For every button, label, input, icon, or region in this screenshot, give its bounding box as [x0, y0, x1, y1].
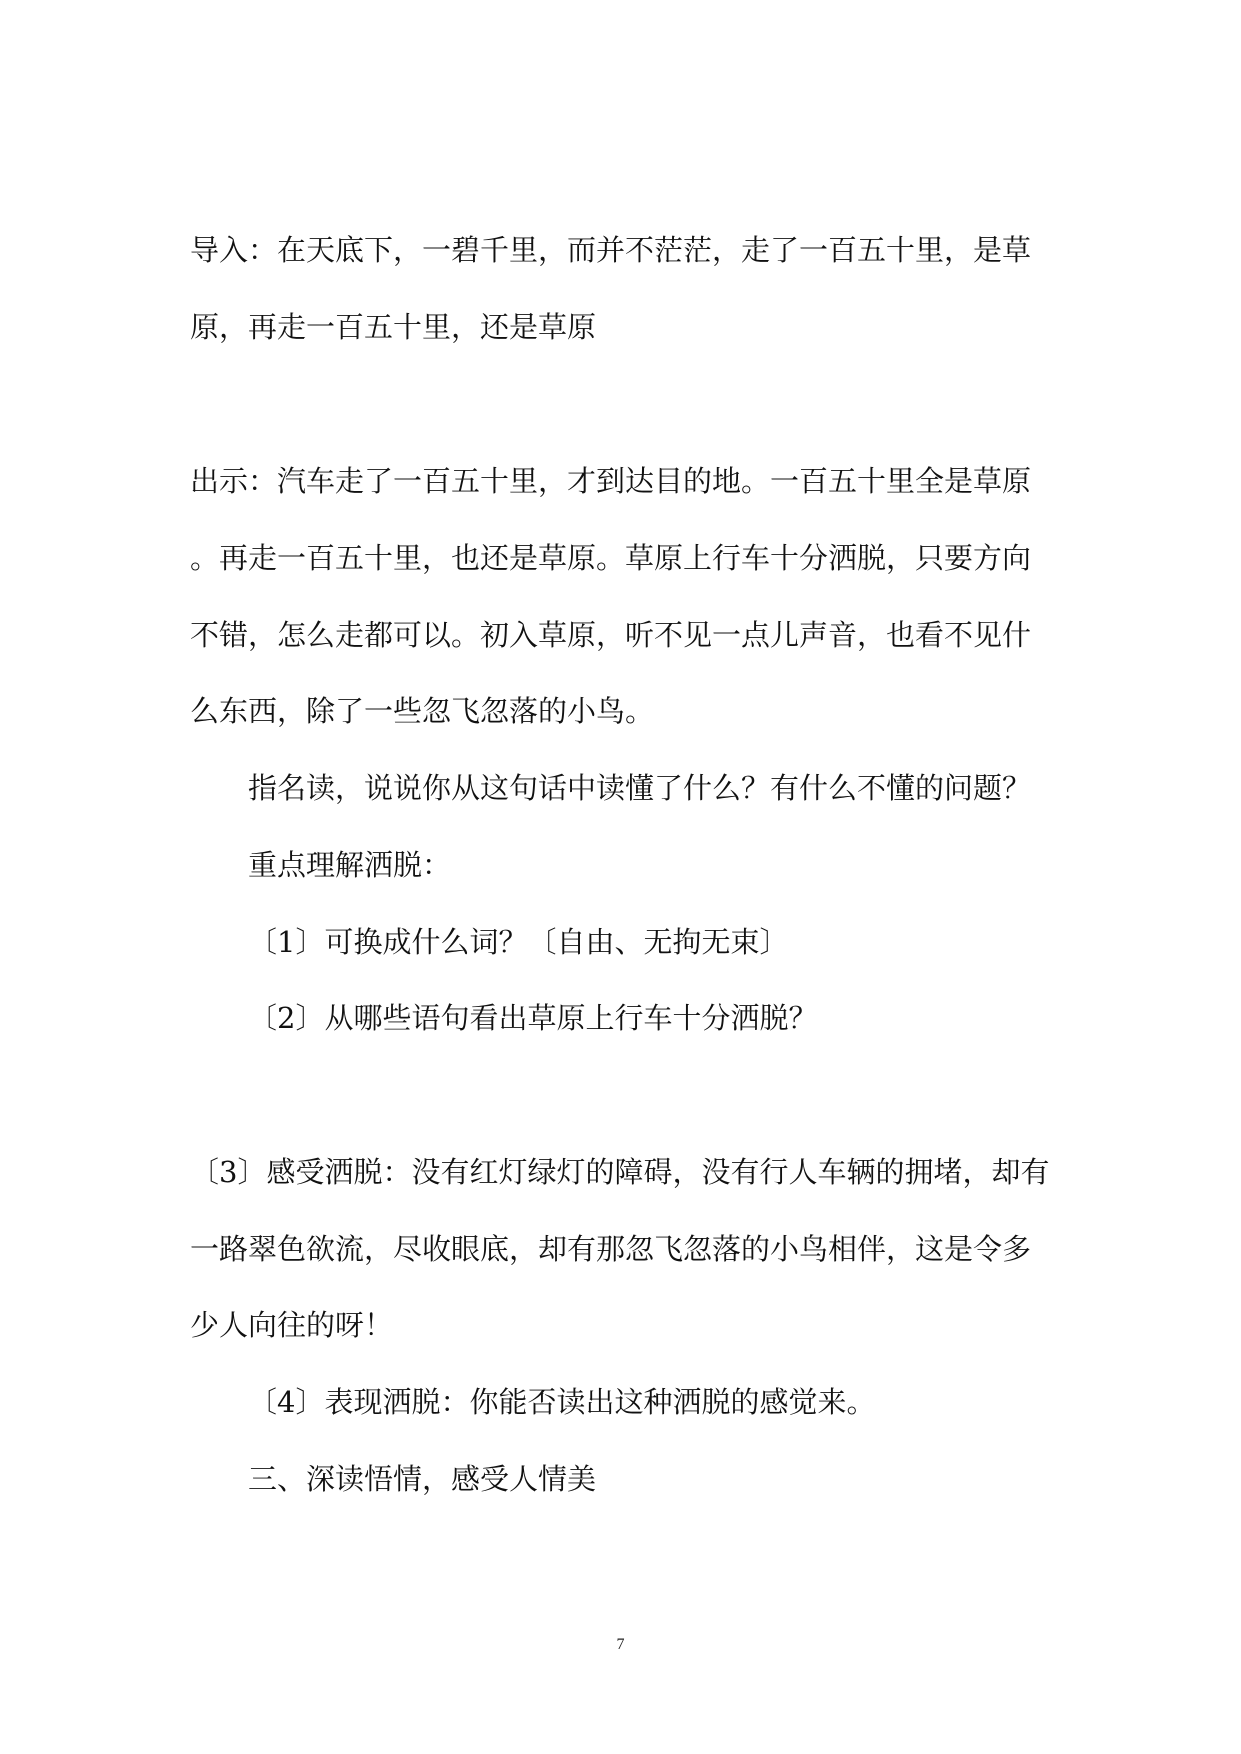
item-3-line-1: 〔3〕感受洒脱：没有红灯绿灯的障碍，没有行人车辆的拥堵，却有 — [190, 1155, 1050, 1189]
focus-heading: 重点理解洒脱： — [248, 848, 452, 882]
item-4: 〔4〕表现洒脱：你能否读出这种洒脱的感觉来。 — [248, 1385, 876, 1419]
item-3-line-2: 一路翠色欲流，尽收眼底，却有那忽飞忽落的小鸟相伴，这是令多 — [190, 1232, 1032, 1266]
item-3-line-3: 少人向往的呀！ — [190, 1308, 394, 1342]
intro-line-1: 导入：在天底下，一碧千里，而并不茫茫，走了一百五十里，是草 — [190, 233, 1032, 267]
show-line-3: 不错，怎么走都可以。初入草原，听不见一点儿声音，也看不见什 — [190, 618, 1032, 652]
show-line-2: 。再走一百五十里，也还是草原。草原上行车十分洒脱，只要方向 — [190, 541, 1032, 575]
page-number: 7 — [616, 1636, 625, 1653]
intro-line-2: 原，再走一百五十里，还是草原 — [190, 310, 597, 344]
item-2: 〔2〕从哪些语句看出草原上行车十分洒脱？ — [248, 1001, 818, 1035]
read-aloud-line: 指名读，说说你从这句话中读懂了什么？有什么不懂的问题？ — [248, 771, 1032, 805]
show-line-1: 出示：汽车走了一百五十里，才到达目的地。一百五十里全是草原 — [190, 464, 1032, 498]
show-line-4: 么东西，除了一些忽飞忽落的小鸟。 — [190, 694, 655, 728]
section-heading-3: 三、深读悟情，感受人情美 — [248, 1462, 597, 1496]
item-1: 〔1〕可换成什么词？〔自由、无拘无束〕 — [248, 925, 789, 959]
